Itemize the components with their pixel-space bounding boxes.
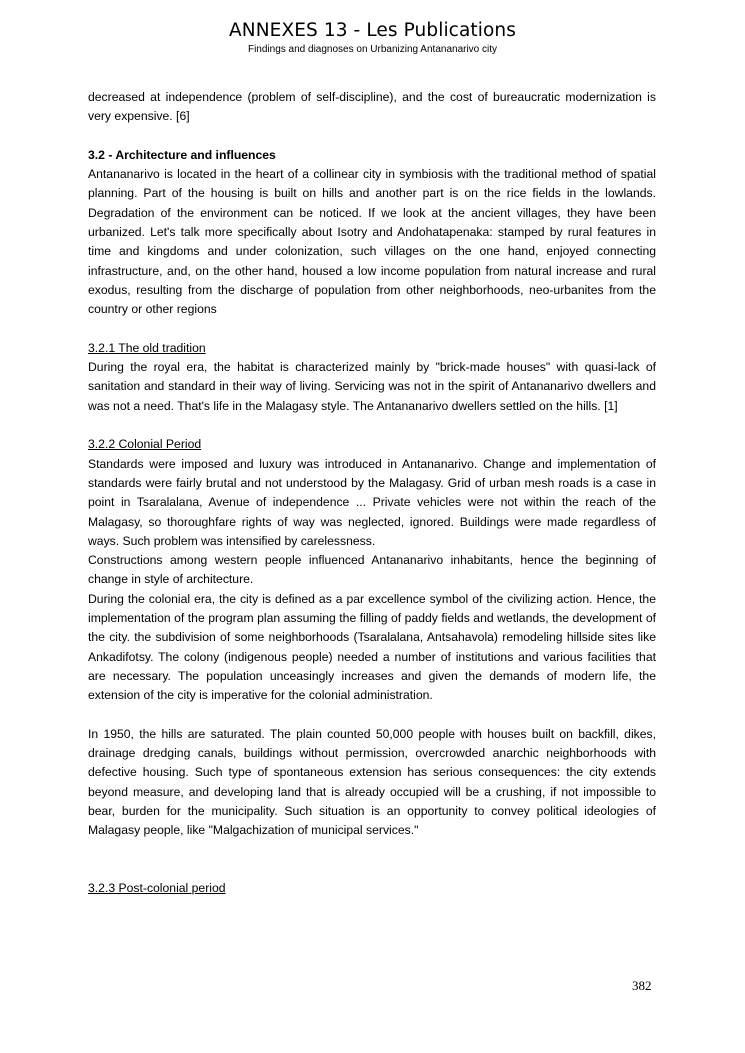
- document-body: [88, 88, 656, 898]
- section-3-2-2-paragraph: Standards were imposed and luxury was introduced in Antananarivo. Change and implementation of standards were fairly brutal and not understood by the Malagasy. Grid of urban mesh roads is a case in point in Tsaralalana, Avenue of independence ... Private vehicles were not within the reach of the Malagasy, so thoroughfare rights of way was neglected, ignored. Buildings were made regardless of ways. Such problem was intensified by carelessness.: [88, 456, 656, 548]
- section-3-2-1-heading: 3.2.1 The old tradition: [88, 340, 206, 355]
- section-3-2-2-heading: 3.2.2 Colonial Period: [88, 437, 202, 452]
- intro-paragraph: decreased at independence (problem of self-discipline), and the cost of bureaucratic modernization is very expensive. [6]: [88, 90, 656, 124]
- section-3-2-2-paragraph: Constructions among western people influenced Antananarivo inhabitants, hence the beginning of change in style of architecture.: [88, 553, 656, 587]
- section-3-2-paragraph: Antananarivo is located in the heart of a collinear city in symbiosis with the traditional method of spatial planning. Part of the housing is built on hills and another part is on the rice fields in the lowlands. Degradation of the environment can be noticed. If we look at the ancient villages, they have been urbanized. Let's talk more specifically about Isotry and Andohatapenaka: stamped by rural features in time and kingdoms and under colonization, such villages on the one hand, enjoyed connecting infrastructure, and, on the other hand, housed a low income population from natural increase and rural exodus, resulting from the discharge of population from other neighborhoods, neo-urbanites from the country or other regions: [88, 167, 656, 317]
- page-header-subtitle: Findings and diagnoses on Urbanizing Antananarivo city: [247, 44, 498, 55]
- section-3-2-2-paragraph: During the colonial era, the city is defined as a par excellence symbol of the civilizing action. Hence, the implementation of the program plan assuming the filling of paddy fields and wetlands, the development of the city. the subdivision of some neighborhoods (Tsaralalana, Antsahavola) remodeling hillside sites like Ankadifotsy. The colony (indigenous people) needed a number of institutions and various facilities that are necessary. The population unceasingly increases and given the demands of modern life, the extension of the city is imperative for the colonial administration.: [88, 591, 656, 703]
- section-3-2-1-paragraph: During the royal era, the habitat is characterized mainly by "brick-made houses" with quasi-lack of sanitation and standard in their way of living. Servicing was not in the spirit of Antananarivo dwellers and was not a need. That's life in the Malagasy style. The Antananarivo dwellers settled on the hills. [1]: [88, 360, 656, 413]
- page-header-title: ANNEXES 13 - Les Publications: [229, 20, 516, 41]
- section-3-2-heading: 3.2 - Architecture and influences: [88, 147, 276, 162]
- page-number: 382: [632, 978, 652, 993]
- section-3-2-2-paragraph: In 1950, the hills are saturated. The plain counted 50,000 people with houses built on backfill, dikes, drainage dredging canals, buildings without permission, overcrowded anarchic neighborhoods with defective housing. Such type of spontaneous extension has serious consequences: the city extends beyond measure, and developing land that is already occupied will be a crushing, if not impossible to bear, burden for the municipality. Such situation is an opportunity to convey political ideologies of Malagasy people, like "Malgachization of municipal services.": [88, 726, 656, 838]
- section-3-2-3-heading: 3.2.3 Post-colonial period: [88, 881, 226, 896]
